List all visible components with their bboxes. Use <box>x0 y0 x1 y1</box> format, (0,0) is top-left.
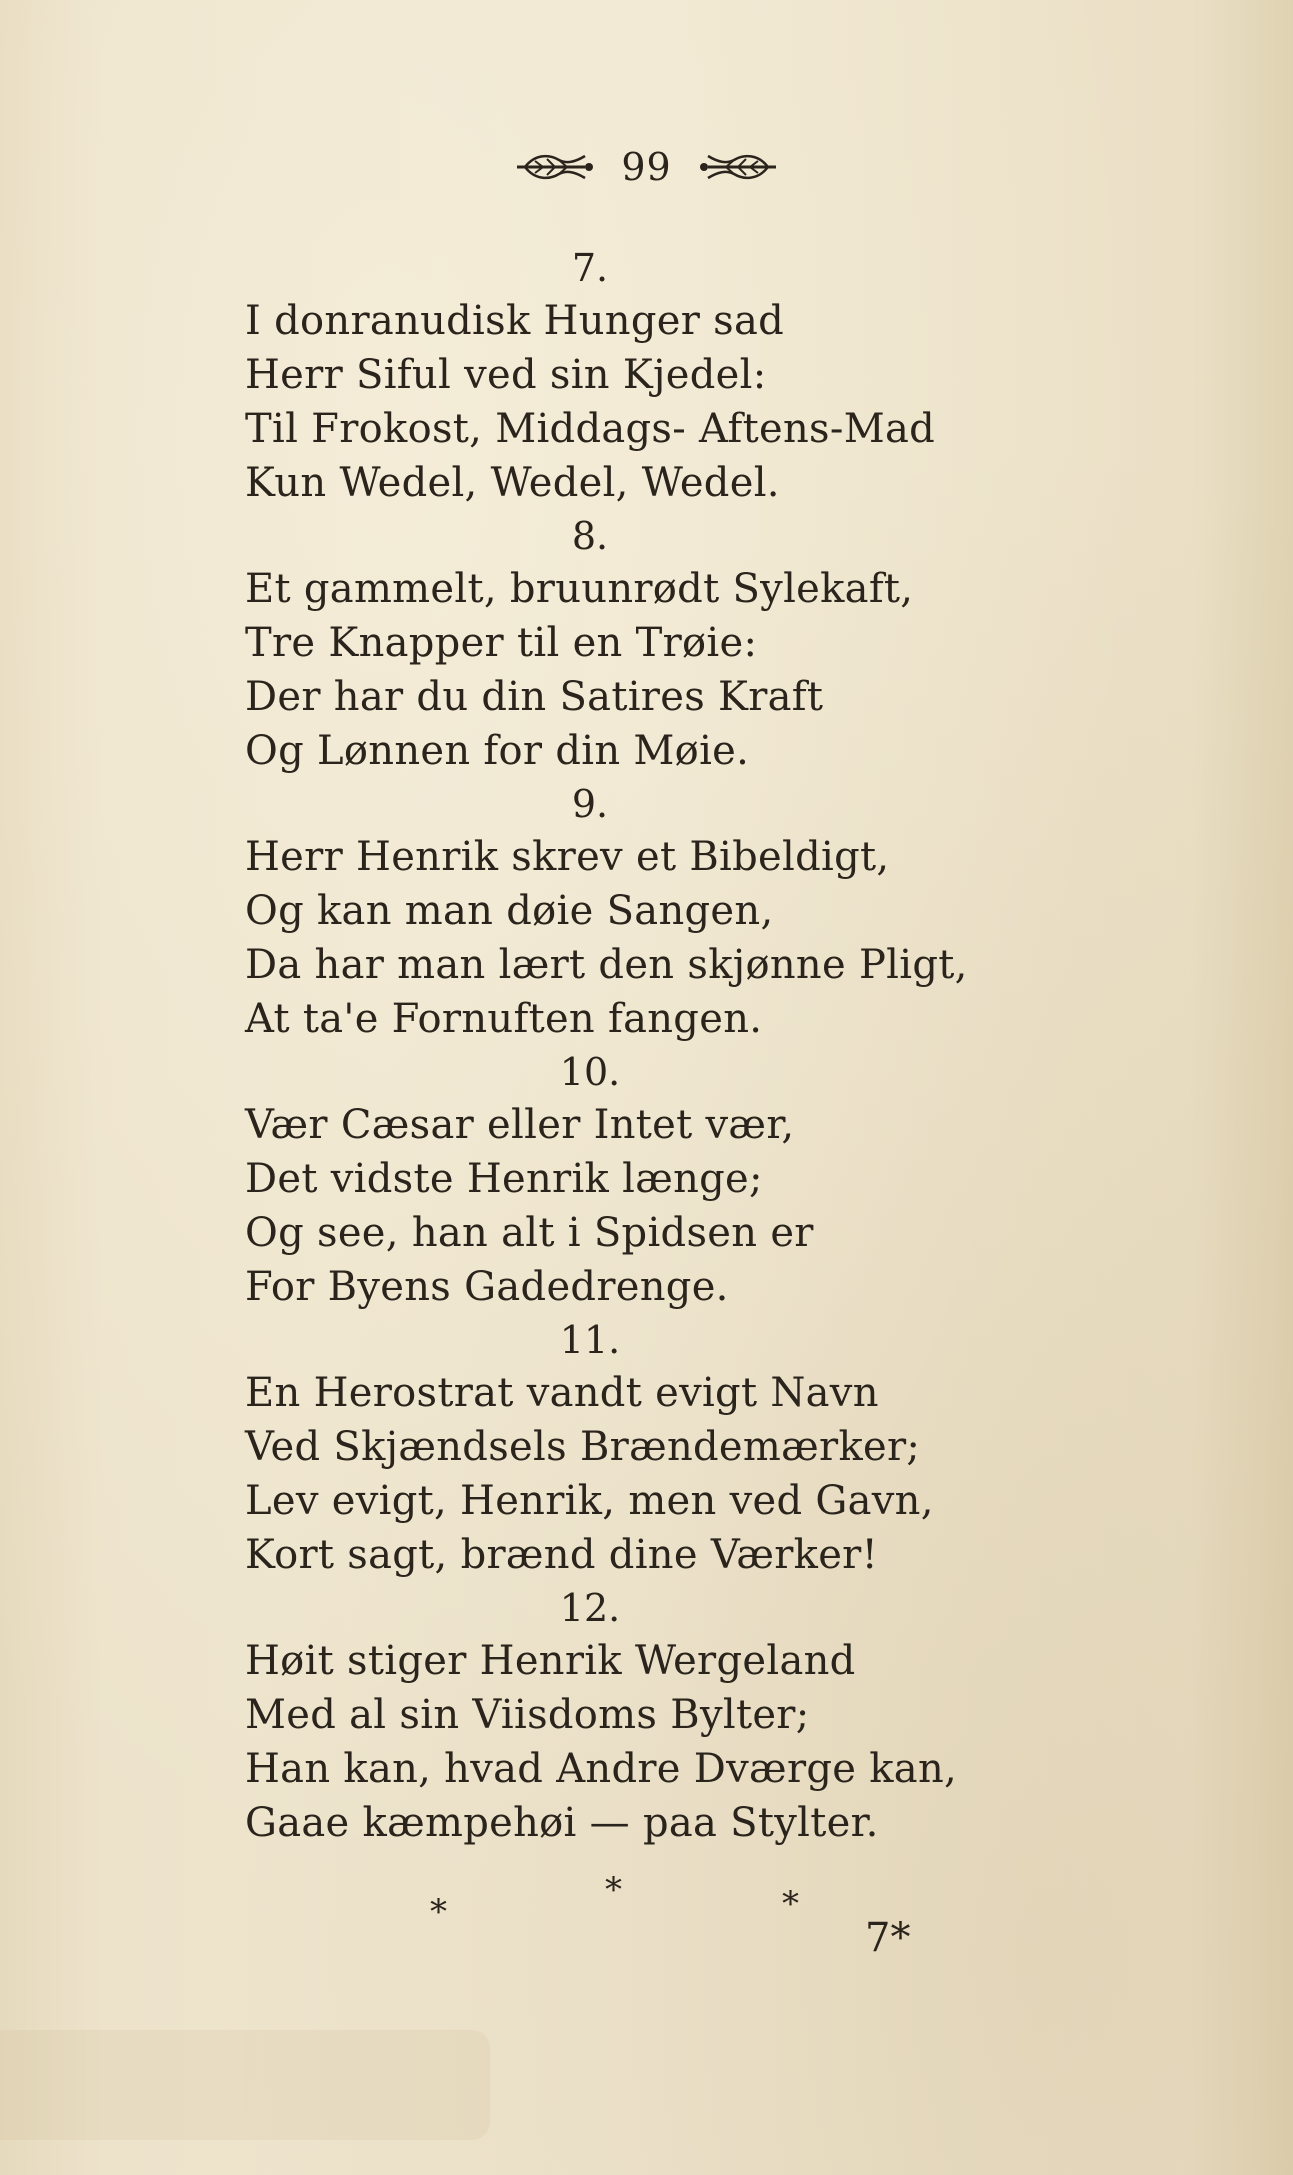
verse-line: Der har du din Satires Kraft <box>245 674 824 720</box>
verse-line: Og kan man døie Sangen, <box>245 888 774 934</box>
verse-line: Tre Knapper til en Trøie: <box>245 620 758 666</box>
verse-line: For Byens Gadedrenge. <box>245 1264 729 1310</box>
stanza-number: 9. <box>571 782 609 826</box>
verse-line: Kun Wedel, Wedel, Wedel. <box>245 460 780 506</box>
section-break <box>420 1870 820 1930</box>
stanza-number: 7. <box>571 246 609 290</box>
page-number: 99 <box>621 145 672 189</box>
verse-line: Og Lønnen for din Møie. <box>245 728 750 774</box>
verse-line: Det vidste Henrik længe; <box>245 1156 763 1202</box>
stanza-number: 11. <box>559 1318 621 1362</box>
verse-line: Gaae kæmpehøi — paa Stylter. <box>245 1800 879 1846</box>
verse-line: I donranudisk Hunger sad <box>245 298 785 344</box>
verse-line: Et gammelt, bruunrødt Sylekaft, <box>245 566 914 612</box>
stanza-number: 12. <box>559 1586 621 1630</box>
verse-line: Da har man lært den skjønne Pligt, <box>245 942 968 988</box>
verse-line: Vær Cæsar eller Intet vær, <box>245 1102 795 1148</box>
right-ornament-icon <box>698 150 778 184</box>
verse-line: Han kan, hvad Andre Dværge kan, <box>245 1746 958 1792</box>
asterisk: * <box>782 1884 799 1924</box>
verse-line: Ved Skjændsels Brændemærker; <box>245 1424 921 1470</box>
verse-line: Og see, han alt i Spidsen er <box>245 1210 814 1256</box>
verse-line: Herr Siful ved sin Kjedel: <box>245 352 767 398</box>
page-header <box>0 145 1293 189</box>
paper-stain <box>0 2030 490 2140</box>
verse-line: Lev evigt, Henrik, men ved Gavn, <box>245 1478 934 1524</box>
verse-line: Til Frokost, Middags- Aftens-Mad <box>245 406 936 452</box>
stanza-number: 10. <box>559 1050 621 1094</box>
stanza-number: 8. <box>571 514 609 558</box>
verse-line: At ta'e Fornuften fangen. <box>245 996 763 1042</box>
verse-line: Med al sin Viisdoms Bylter; <box>245 1692 810 1738</box>
signature-mark: 7* <box>865 1915 911 1961</box>
asterisk: * <box>430 1892 447 1932</box>
verse-line: En Herostrat vandt evigt Navn <box>245 1370 879 1416</box>
verse-line: Herr Henrik skrev et Bibeldigt, <box>245 834 890 880</box>
verse-line: Kort sagt, brænd dine Værker! <box>245 1532 878 1578</box>
poem <box>245 242 1145 1850</box>
asterisk: * <box>605 1870 622 1910</box>
left-ornament-icon <box>515 150 595 184</box>
verse-line: Høit stiger Henrik Wergeland <box>245 1638 856 1684</box>
